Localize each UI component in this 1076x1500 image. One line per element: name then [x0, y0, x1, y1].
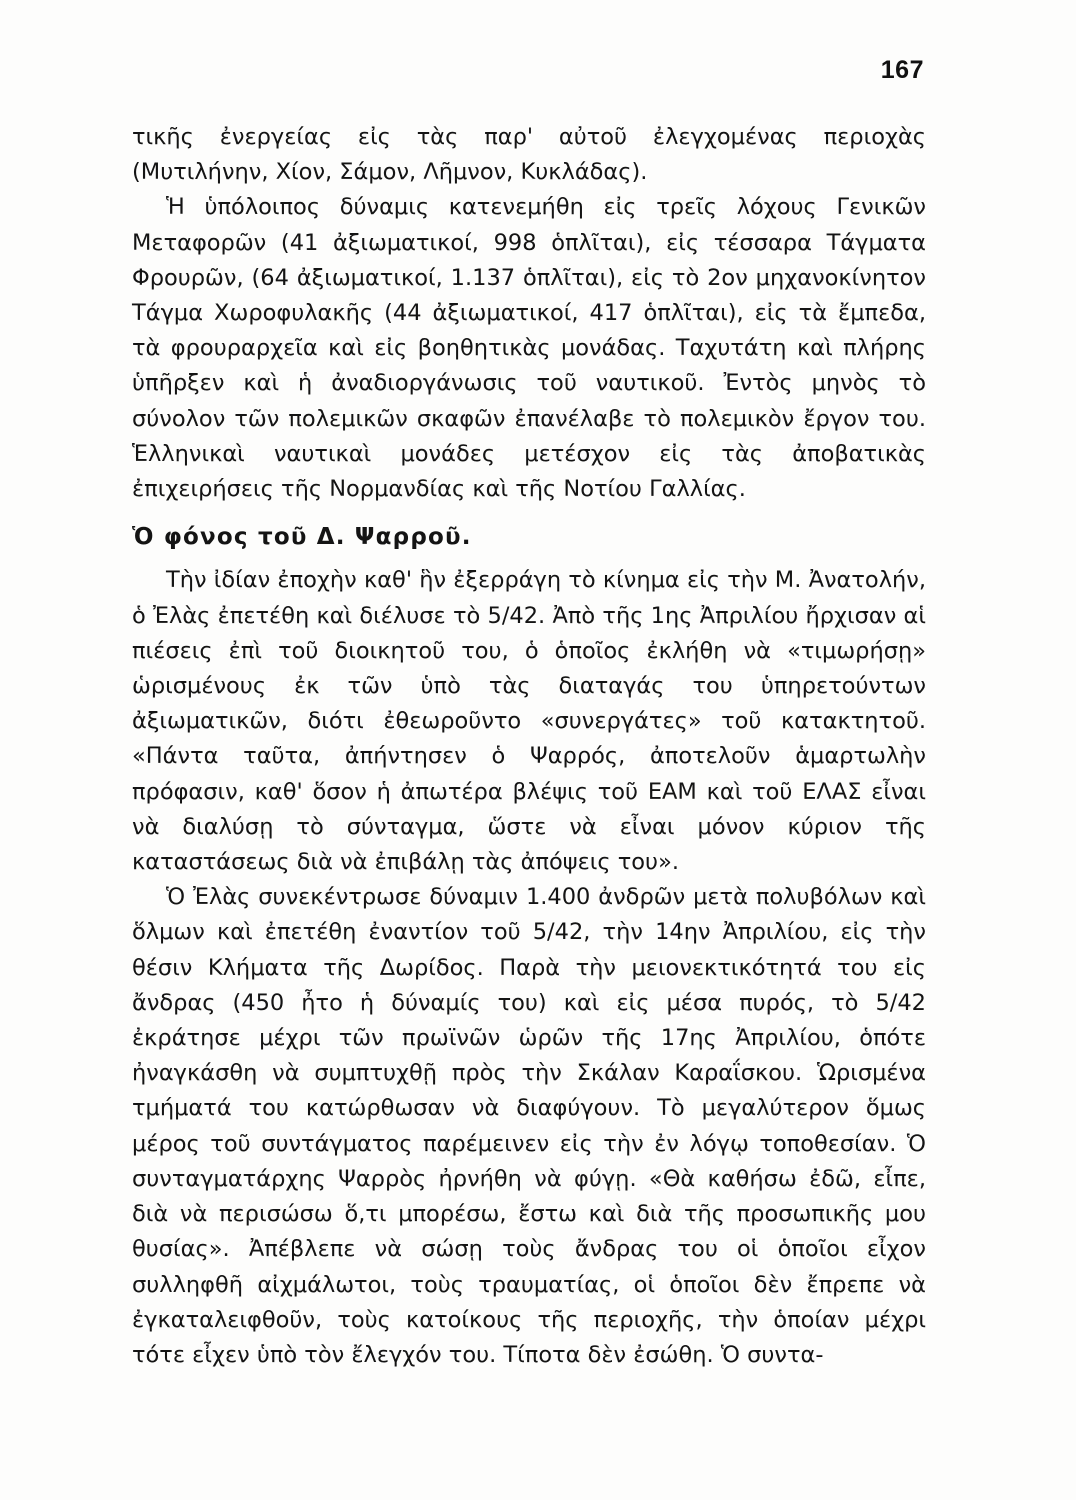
paragraph-elas-attack: Τὴν ἰδίαν ἐποχὴν καθ' ἣν ἐξερράγη τὸ κίνημα εἰς τὴν Μ. Ἀνατολήν, ὁ Ἐλὰς ἐπετέθη καὶ διέλυσε τὸ 5/42. Ἀπὸ τῆς 1ης Ἀπριλίου ἤρχισαν αἱ πιέσεις ἐπὶ τοῦ διοικητοῦ του, ὁ ὁποῖος ἐκλήθη νὰ «τιμωρήσῃ» ὡρισμένους ἐκ τῶν ὑπὸ τὰς διαταγάς του ὑπηρετούντων ἀξιωματικῶν, διότι ἐθεωροῦντο «συνεργάτες» τοῦ κατακτητοῦ. «Πάντα ταῦτα, ἀπήντησεν ὁ Ψαρρός, ἀποτελοῦν ἁμαρτωλὴν πρόφασιν, καθ' ὅσον ἡ ἀπωτέρα βλέψις τοῦ ΕΑΜ καὶ τοῦ ΕΛΑΣ εἶναι νὰ διαλύσῃ τὸ σύνταγμα, ὥστε νὰ εἶναι μόνον κύριον τῆς καταστάσεως διὰ νὰ ἐπιβάλῃ τὰς ἀπόψεις του». [132, 567, 926, 876]
page-number: 167 [880, 56, 924, 84]
section-heading: Ὁ φόνος τοῦ Δ. Ψαρροῦ. [132, 524, 472, 551]
paragraph-klimata-battle: Ὁ Ἐλὰς συνεκέντρωσε δύναμιν 1.400 ἀνδρῶν μετὰ πολυβόλων καὶ ὅλμων καὶ ἐπετέθη ἐναντίον τοῦ 5/42, τὴν 14ην Ἀπριλίου, εἰς τὴν θέσιν Κλήματα τῆς Δωρίδος. Παρὰ τὴν μειονεκτικότητά του εἰς ἄνδρας (450 ἦτο ἡ δύναμίς του) καὶ εἰς μέσα πυρός, τὸ 5/42 ἐκράτησε μέχρι τῶν πρωϊνῶν ὡρῶν τῆς 17ης Ἀπριλίου, ὁπότε ἠναγκάσθη νὰ συμπτυχθῇ πρὸς τὴν Σκάλαν Καραΐσκου. Ὡρισμένα τμήματά του κατώρθωσαν νὰ διαφύγουν. Τὸ μεγαλύτερον ὅμως μέρος τοῦ συντάγματος παρέμεινεν εἰς τὴν ἐν λόγῳ τοποθεσίαν. Ὁ συνταγματάρχης Ψαρρὸς ἠρνήθη νὰ φύγῃ. «Θὰ καθήσω ἐδῶ, εἶπε, διὰ νὰ περισώσω ὅ,τι μπορέσω, ἔστω καὶ διὰ τῆς προσωπικῆς μου θυσίας». Ἀπέβλεπε νὰ σώσῃ τοὺς ἄνδρας του οἱ ὁποῖοι εἶχον συλληφθῆ αἰχμάλωτοι, τοὺς τραυματίας, οἱ ὁποῖοι δὲν ἔπρεπε νὰ ἐγκαταλειφθοῦν, τοὺς κατοίκους τῆς περιοχῆς, τὴν ὁποίαν μέχρι τότε εἶχεν ὑπὸ τὸν ἔλεγχόν του. Τίποτα δὲν ἐσώθη. Ὁ συντα- [132, 884, 926, 1368]
body-text [132, 120, 926, 1373]
paragraph-forces-distribution: Ἡ ὑπόλοιπος δύναμις κατενεμήθη εἰς τρεῖς λόχους Γενικῶν Μεταφορῶν (41 ἀξιωματικοί, 998 ὁπλῖται), εἰς τέσσαρα Τάγματα Φρουρῶν, (64 ἀξιωματικοί, 1.137 ὁπλῖται), εἰς τὸ 2ον μηχανοκίνητον Τάγμα Χωροφυλακῆς (44 ἀξιωματικοί, 417 ὁπλῖται), εἰς τὰ ἔμπεδα, τὰ φρουραρχεῖα καὶ εἰς βοηθητικὰς μονάδας. Ταχυτάτη καὶ πλήρης ὑπῆρξεν καὶ ἡ ἀναδιοργάνωσις τοῦ ναυτικοῦ. Ἐντὸς μηνὸς τὸ σύνολον τῶν πολεμικῶν σκαφῶν ἐπανέλαβε τὸ πολεμικὸν ἔργον του. Ἑλληνικαὶ ναυτικαὶ μονάδες μετέσχον εἰς τὰς ἀποβατικὰς ἐπιχειρήσεις τῆς Νορμανδίας καὶ τῆς Νοτίου Γαλλίας. [132, 194, 926, 503]
paragraph-continuation: τικῆς ἐνεργείας εἰς τὰς παρ' αὐτοῦ ἐλεγχομένας περιοχὰς (Μυτιλήνην, Χίον, Σάμον, Λῆμνον, Κυκλάδας). [132, 124, 926, 186]
